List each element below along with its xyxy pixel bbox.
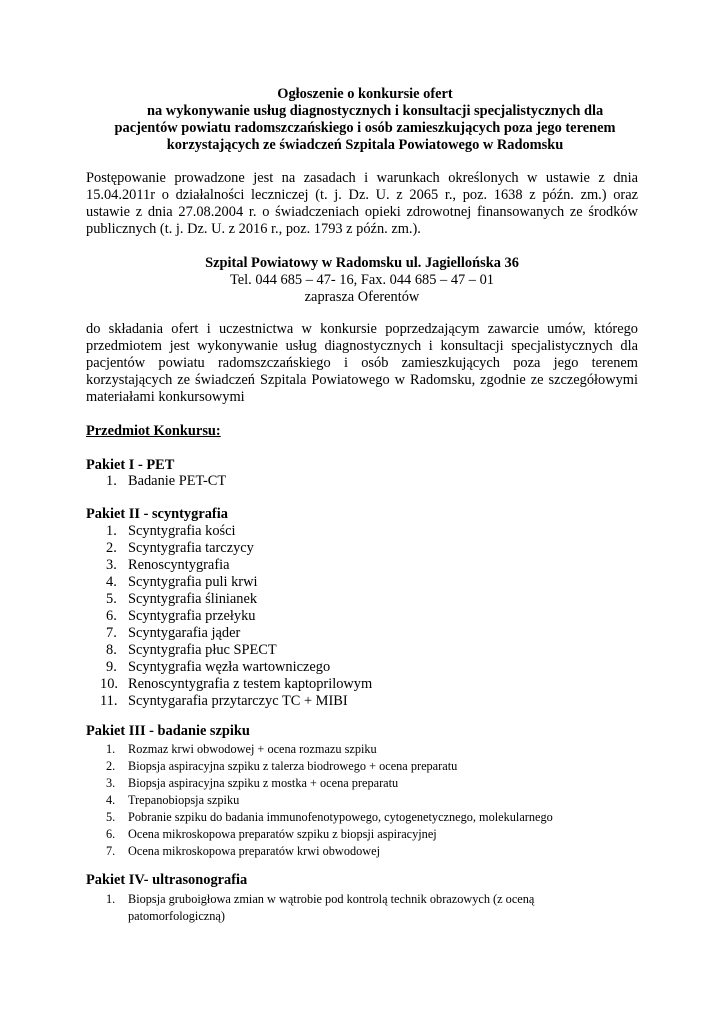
paragraph-line: przedmiotem jest wykonywanie usług diagnostycznych i konsultacji specjalistycznych dla xyxy=(86,338,638,354)
list-item xyxy=(86,758,553,775)
item-number: 3. xyxy=(106,776,116,790)
item-number: 6. xyxy=(106,827,116,841)
list-item xyxy=(86,741,553,758)
hospital-block xyxy=(86,255,638,306)
item-text: Badanie PET-CT xyxy=(128,473,227,489)
list-item xyxy=(86,659,372,676)
item-number: 11. xyxy=(100,693,118,709)
list-item xyxy=(86,843,553,860)
list-item xyxy=(86,540,372,557)
item-text: Scyntygrafia puli krwi xyxy=(128,574,258,590)
list-item xyxy=(86,775,553,792)
paragraph-line: Postępowanie prowadzone jest na zasadach i warunkach określonych w ustawie z dnia xyxy=(86,170,638,186)
item-text: Scyntygarafia jąder xyxy=(128,625,241,641)
item-text: Scyntygrafia tarczycy xyxy=(128,540,254,556)
item-number: 4. xyxy=(106,793,116,807)
item-text: Scyntygrafia węzła wartowniczego xyxy=(128,659,331,675)
list-item xyxy=(86,891,534,925)
paragraph-line: materiałami konkursowymi xyxy=(86,389,245,405)
list-item xyxy=(86,792,553,809)
list-item xyxy=(86,608,372,625)
hospital-invites: zaprasza Oferentów xyxy=(304,289,420,305)
item-text: Scyntygrafia kości xyxy=(128,523,236,539)
item-number: 2. xyxy=(106,759,116,773)
item-number: 8. xyxy=(106,642,117,658)
list-item xyxy=(86,523,372,540)
item-text: Ocena mikroskopowa preparatów szpiku z biopsji aspiracyjnej xyxy=(128,827,437,841)
item-text: Pobranie szpiku do badania immunofenotypowego, cytogenetycznego, molekularnego xyxy=(128,810,553,824)
package-1-list xyxy=(86,473,226,490)
header-line-4: korzystających ze świadczeń Szpitala Powiatowego w Radomsku xyxy=(166,137,564,153)
item-number: 1. xyxy=(106,742,116,756)
package-2-list xyxy=(86,523,372,710)
item-number: 3. xyxy=(106,557,117,573)
package-1-title: Pakiet I - PET xyxy=(86,457,175,473)
invitation-paragraph xyxy=(86,321,638,406)
item-text: Biopsja aspiracyjna szpiku z talerza biodrowego + ocena preparatu xyxy=(128,759,458,773)
list-item xyxy=(86,557,372,574)
item-text: Biopsja aspiracyjna szpiku z mostka + ocena preparatu xyxy=(128,776,399,790)
legal-basis-paragraph xyxy=(86,170,638,238)
list-item xyxy=(86,826,553,843)
list-item xyxy=(86,676,372,693)
item-number: 9. xyxy=(106,659,117,675)
subject-heading: Przedmiot Konkursu: xyxy=(86,423,221,439)
item-number: 7. xyxy=(106,844,116,858)
item-number: 10. xyxy=(100,676,118,692)
item-text: Rozmaz krwi obwodowej + ocena rozmazu szpiku xyxy=(128,742,377,756)
paragraph-line: pacjentów powiatu radomszczańskiego i osób zamieszkujących poza jego terenem xyxy=(86,355,638,371)
list-item xyxy=(86,591,372,608)
item-text: Ocena mikroskopowa preparatów krwi obwodowej xyxy=(128,844,381,858)
header-line-2: na wykonywanie usług diagnostycznych i konsultacji specjalistycznych dla xyxy=(147,103,604,119)
item-text: Scyntygrafia płuc SPECT xyxy=(128,642,277,658)
item-number: 5. xyxy=(106,810,116,824)
list-item xyxy=(86,473,226,490)
list-item xyxy=(86,809,553,826)
item-number: 7. xyxy=(106,625,117,641)
header-line-3: pacjentów powiatu radomszczańskiego i osób zamieszkujących poza jego terenem xyxy=(114,120,616,136)
paragraph-line: korzystających ze świadczeń Szpitala Powiatowego w Radomsku, zgodnie ze szczegółowymi xyxy=(86,372,638,388)
list-item xyxy=(86,574,372,591)
item-text: Trepanobiopsja szpiku xyxy=(128,793,240,807)
paragraph-line: 15.04.2011r o działalności leczniczej (t. j. Dz. U. z 2065 r., poz. 1638 z późn. zm.) oraz xyxy=(86,187,638,203)
item-number: 1. xyxy=(106,892,116,906)
item-text: Scyntygrafia ślinianek xyxy=(128,591,258,607)
item-number: 4. xyxy=(106,574,117,590)
announcement-header xyxy=(80,86,650,154)
header-title: Ogłoszenie o konkursie ofert xyxy=(277,86,453,102)
item-text: Scyntygrafia przełyku xyxy=(128,608,256,624)
item-number: 1. xyxy=(106,473,117,489)
paragraph-line: do składania ofert i uczestnictwa w konkursie poprzedzającym zawarcie umów, którego xyxy=(86,321,638,337)
item-number: 6. xyxy=(106,608,117,624)
paragraph-line: ustawie z dnia 27.08.2004 r. o świadczeniach opieki zdrowotnej finansowanych ze środków xyxy=(86,204,638,220)
paragraph-line: publicznych (t. j. Dz. U. z 2016 r., poz. 1793 z późn. zm.). xyxy=(86,221,421,237)
item-text: Scyntygarafia przytarczyc TC + MIBI xyxy=(128,693,348,709)
hospital-name: Szpital Powiatowy w Radomsku ul. Jagiellońska 36 xyxy=(205,255,519,271)
item-number: 1. xyxy=(106,523,117,539)
package-4-list xyxy=(86,891,534,925)
item-text-continuation: patomorfologiczną) xyxy=(128,909,225,923)
package-2-title: Pakiet II - scyntygrafia xyxy=(86,506,228,522)
item-text: Renoscyntygrafia xyxy=(128,557,230,573)
item-number: 2. xyxy=(106,540,117,556)
hospital-contact: Tel. 044 685 – 47- 16, Fax. 044 685 – 47 – 01 xyxy=(229,272,494,288)
list-item xyxy=(86,642,372,659)
list-item xyxy=(86,625,372,642)
item-text: Biopsja gruboigłowa zmian w wątrobie pod kontrolą technik obrazowych (z oceną xyxy=(128,892,535,906)
package-3-list xyxy=(86,741,553,860)
item-text: Renoscyntygrafia z testem kaptoprilowym xyxy=(128,676,373,692)
list-item xyxy=(86,693,372,710)
package-3-title: Pakiet III - badanie szpiku xyxy=(86,723,250,739)
package-4-title: Pakiet IV- ultrasonografia xyxy=(86,872,248,888)
item-number: 5. xyxy=(106,591,117,607)
